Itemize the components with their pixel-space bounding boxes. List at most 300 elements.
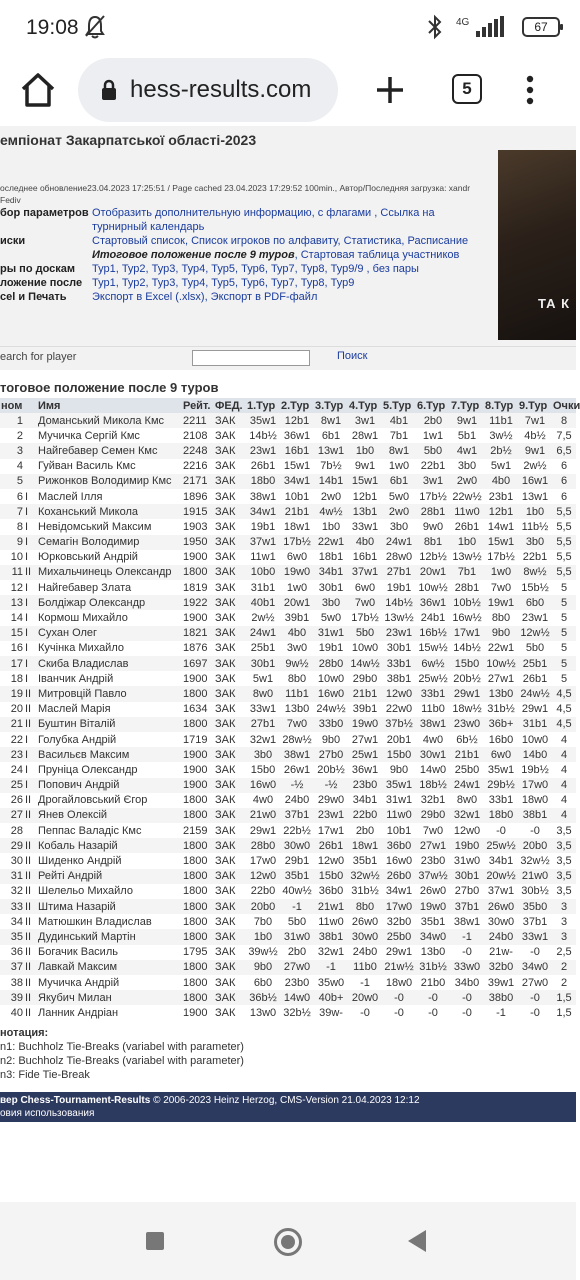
round-8-cell: -1 xyxy=(484,1005,518,1020)
rating-cell: 1900 xyxy=(182,778,214,793)
federation-cell: ЗАК xyxy=(214,929,246,944)
rating-cell: 1819 xyxy=(182,580,214,595)
rank-cell: 6 xyxy=(0,489,24,504)
round-7-cell: 13w½ xyxy=(450,550,484,565)
player-name[interactable]: Буштин Віталій xyxy=(37,717,182,732)
player-name[interactable]: Кобаль Назарій xyxy=(37,838,182,853)
round-7-cell: 18w½ xyxy=(450,702,484,717)
round-1-cell: 15b0 xyxy=(246,762,280,777)
round-8-cell: 34b1 xyxy=(484,853,518,868)
round-2-cell: 15w1 xyxy=(280,459,314,474)
round-3-cell: 14b1 xyxy=(314,474,348,489)
player-search xyxy=(0,346,576,370)
rank-cell: 30 xyxy=(0,853,24,868)
round-3-cell: 12w0 xyxy=(314,853,348,868)
player-name[interactable]: Дудинський Мартін xyxy=(37,929,182,944)
player-name[interactable]: Шелельо Михайло xyxy=(37,884,182,899)
rating-cell: 1900 xyxy=(182,610,214,625)
param-links[interactable]: Экспорт в Excel (.xlsx), Экспорт в PDF-файл xyxy=(92,291,318,303)
round-6-cell: 38w1 xyxy=(416,717,450,732)
player-name[interactable]: Янев Олексій xyxy=(37,808,182,823)
round-2-cell: 3w0 xyxy=(280,641,314,656)
round-8-cell: 14w1 xyxy=(484,519,518,534)
title-cell xyxy=(24,474,37,489)
round-6-cell: 3w1 xyxy=(416,474,450,489)
rating-cell: 1950 xyxy=(182,535,214,550)
round-6-cell: 18b½ xyxy=(416,778,450,793)
round-1-cell: 6b0 xyxy=(246,975,280,990)
points-cell: 3,5 xyxy=(552,884,576,899)
player-name[interactable]: Голубка Андрій xyxy=(37,732,182,747)
player-name[interactable]: Пруніца Олександр xyxy=(37,762,182,777)
round-2-cell: 16b1 xyxy=(280,443,314,458)
round-4-cell: -1 xyxy=(348,975,382,990)
title-cell: І xyxy=(24,747,37,762)
points-cell: 6,5 xyxy=(552,443,576,458)
player-name[interactable]: Семагін Володимир xyxy=(37,535,182,550)
round-9-cell: 34w0 xyxy=(518,960,552,975)
rank-cell: 33 xyxy=(0,899,24,914)
round-6-cell: 23b0 xyxy=(416,853,450,868)
rating-cell: 1800 xyxy=(182,565,214,580)
rank-cell: 18 xyxy=(0,671,24,686)
table-row xyxy=(0,762,576,777)
title-cell xyxy=(24,428,37,443)
round-1-cell: 28b0 xyxy=(246,838,280,853)
param-row xyxy=(0,262,494,276)
round-9-cell: 5b0 xyxy=(518,641,552,656)
param-links[interactable]: Тур1, Тур2, Тур3, Тур4, Тур5, Тур6, Тур7, Тур8, Тур9 xyxy=(92,277,355,289)
annotations xyxy=(0,1026,244,1082)
table-row xyxy=(0,686,576,701)
table-row xyxy=(0,702,576,717)
points-cell: 5,5 xyxy=(552,550,576,565)
federation-cell: ЗАК xyxy=(214,853,246,868)
back-button[interactable] xyxy=(408,1230,426,1252)
round-4-cell: 34b1 xyxy=(348,793,382,808)
round-5-cell: 36b0 xyxy=(382,838,416,853)
round-7-cell: 10b½ xyxy=(450,595,484,610)
web-page xyxy=(0,126,580,1202)
rating-cell: 1800 xyxy=(182,686,214,701)
column-header: ФЕД. xyxy=(214,398,246,413)
table-row xyxy=(0,565,576,580)
player-name[interactable]: Пеппас Валадіс Кмс xyxy=(37,823,182,838)
round-8-cell: 21w- xyxy=(484,945,518,960)
round-6-cell: 14w0 xyxy=(416,762,450,777)
points-cell: 3 xyxy=(552,914,576,929)
player-name[interactable]: Якубич Милан xyxy=(37,990,182,1005)
column-header xyxy=(24,398,37,413)
rating-cell: 1800 xyxy=(182,899,214,914)
round-2-cell: 2b0 xyxy=(280,945,314,960)
rank-cell: 10 xyxy=(0,550,24,565)
round-2-cell: 29b1 xyxy=(280,853,314,868)
column-header: 7.Тур xyxy=(450,398,484,413)
player-name[interactable]: Ланник Андріан xyxy=(37,1005,182,1020)
federation-cell: ЗАК xyxy=(214,945,246,960)
round-3-cell: 32w1 xyxy=(314,945,348,960)
player-name[interactable]: Іванчик Андрій xyxy=(37,671,182,686)
round-9-cell: 11b½ xyxy=(518,519,552,534)
round-6-cell: 16b½ xyxy=(416,626,450,641)
title-cell: ІІ xyxy=(24,899,37,914)
round-8-cell: 12b1 xyxy=(484,504,518,519)
param-row xyxy=(0,234,494,262)
round-6-cell: 34w0 xyxy=(416,929,450,944)
round-7-cell: 25b0 xyxy=(450,762,484,777)
table-row xyxy=(0,519,576,534)
round-2-cell: 13b0 xyxy=(280,702,314,717)
round-4-cell: 18w1 xyxy=(348,838,382,853)
param-link-text[interactable]: , Стартовая таблица участников xyxy=(294,249,460,261)
rank-cell: 25 xyxy=(0,778,24,793)
player-name[interactable]: Кучінка Михайло xyxy=(37,641,182,656)
rank-cell: 29 xyxy=(0,838,24,853)
round-7-cell: 38w1 xyxy=(450,914,484,929)
rank-cell: 26 xyxy=(0,793,24,808)
round-7-cell: 29w1 xyxy=(450,686,484,701)
title-cell xyxy=(24,459,37,474)
round-4-cell: 9w1 xyxy=(348,459,382,474)
url-text: hess-results.com xyxy=(130,76,312,103)
round-7-cell: 37b1 xyxy=(450,899,484,914)
round-9-cell: 33w1 xyxy=(518,929,552,944)
federation-cell: ЗАК xyxy=(214,732,246,747)
round-2-cell: 7w0 xyxy=(280,717,314,732)
federation-cell: ЗАК xyxy=(214,610,246,625)
round-3-cell: 29w0 xyxy=(314,793,348,808)
federation-cell: ЗАК xyxy=(214,459,246,474)
round-5-cell: 38b1 xyxy=(382,671,416,686)
table-row xyxy=(0,535,576,550)
round-8-cell: 11b1 xyxy=(484,413,518,428)
round-7-cell: 14b½ xyxy=(450,641,484,656)
rank-cell: 21 xyxy=(0,717,24,732)
round-2-cell: 40w½ xyxy=(280,884,314,899)
player-name[interactable]: Митровцій Павло xyxy=(37,686,182,701)
title-cell: ІІ xyxy=(24,565,37,580)
player-name[interactable]: Рейті Андрій xyxy=(37,869,182,884)
rating-cell: 2171 xyxy=(182,474,214,489)
federation-cell: ЗАК xyxy=(214,656,246,671)
player-name[interactable]: Попович Андрій xyxy=(37,778,182,793)
rating-cell: 1800 xyxy=(182,793,214,808)
round-5-cell: 13w½ xyxy=(382,610,416,625)
round-9-cell: 3b0 xyxy=(518,535,552,550)
round-2-cell: 27w0 xyxy=(280,960,314,975)
round-9-cell: 38b1 xyxy=(518,808,552,823)
title-cell: І xyxy=(24,535,37,550)
round-2-cell: 32b½ xyxy=(280,1005,314,1020)
round-5-cell: 30b1 xyxy=(382,641,416,656)
round-4-cell: 5b0 xyxy=(348,626,382,641)
rank-cell: 4 xyxy=(0,459,24,474)
signal-icon xyxy=(454,15,512,39)
federation-cell: ЗАК xyxy=(214,747,246,762)
round-2-cell: 28w½ xyxy=(280,732,314,747)
federation-cell: ЗАК xyxy=(214,778,246,793)
status-time: 19:08 xyxy=(26,16,79,39)
title-cell: І xyxy=(24,550,37,565)
player-name[interactable]: Лавкай Максим xyxy=(37,960,182,975)
search-label: earch for player xyxy=(0,351,77,363)
federation-cell: ЗАК xyxy=(214,884,246,899)
federation-cell: ЗАК xyxy=(214,914,246,929)
round-3-cell: 6b1 xyxy=(314,428,348,443)
round-1-cell: 23w1 xyxy=(246,443,280,458)
player-name[interactable]: Найгебавер Злата xyxy=(37,580,182,595)
player-name[interactable]: Невідомський Максим xyxy=(37,519,182,534)
player-name[interactable]: Маслей Марія xyxy=(37,702,182,717)
player-name[interactable]: Васильєв Максим xyxy=(37,747,182,762)
round-5-cell: 2w0 xyxy=(382,504,416,519)
round-6-cell: 8b1 xyxy=(416,535,450,550)
rank-cell: 37 xyxy=(0,960,24,975)
title-cell: І xyxy=(24,595,37,610)
round-7-cell: 31w0 xyxy=(450,853,484,868)
rating-cell: 2211 xyxy=(182,413,214,428)
round-5-cell: 17w0 xyxy=(382,899,416,914)
player-name[interactable]: Юрковський Андрій xyxy=(37,550,182,565)
table-row xyxy=(0,550,576,565)
search-input[interactable] xyxy=(192,350,310,366)
points-cell: 5 xyxy=(552,595,576,610)
round-4-cell: 24b0 xyxy=(348,945,382,960)
rank-cell: 11 xyxy=(0,565,24,580)
player-name[interactable]: Штима Назарій xyxy=(37,899,182,914)
round-5-cell: 6b1 xyxy=(382,474,416,489)
rank-cell: 31 xyxy=(0,869,24,884)
round-8-cell: 8b0 xyxy=(484,610,518,625)
player-name[interactable]: Мучичка Сергій Кмс xyxy=(37,428,182,443)
round-6-cell: 2b0 xyxy=(416,413,450,428)
player-name[interactable]: Рижонков Володимир Кмс xyxy=(37,474,182,489)
round-5-cell: 21w½ xyxy=(382,960,416,975)
points-cell: 5 xyxy=(552,610,576,625)
round-6-cell: 10w½ xyxy=(416,580,450,595)
table-row xyxy=(0,428,576,443)
footer-brand[interactable]: вер Chess-Tournament-Results xyxy=(0,1095,151,1106)
column-header: 4.Тур xyxy=(348,398,382,413)
round-2-cell: -½ xyxy=(280,778,314,793)
points-cell: 6 xyxy=(552,489,576,504)
table-row xyxy=(0,929,576,944)
table-row xyxy=(0,459,576,474)
round-9-cell: 12w½ xyxy=(518,626,552,641)
round-2-cell: 31w0 xyxy=(280,929,314,944)
table-row xyxy=(0,960,576,975)
round-8-cell: 23b1 xyxy=(484,489,518,504)
round-6-cell: 17b½ xyxy=(416,489,450,504)
round-2-cell: 21b1 xyxy=(280,504,314,519)
round-2-cell: 35b1 xyxy=(280,869,314,884)
table-row xyxy=(0,869,576,884)
search-button[interactable]: Поиск xyxy=(337,350,368,362)
rating-cell: 2108 xyxy=(182,428,214,443)
points-cell: 8 xyxy=(552,413,576,428)
player-name[interactable]: Коханський Микола xyxy=(37,504,182,519)
rating-cell: 1900 xyxy=(182,1005,214,1020)
table-row xyxy=(0,747,576,762)
federation-cell: ЗАК xyxy=(214,960,246,975)
rank-cell: 19 xyxy=(0,686,24,701)
player-name[interactable]: Кормош Михайло xyxy=(37,610,182,625)
advertisement-banner[interactable] xyxy=(498,150,576,340)
round-7-cell: 32w1 xyxy=(450,808,484,823)
round-7-cell: 11w0 xyxy=(450,504,484,519)
round-7-cell: 4w1 xyxy=(450,443,484,458)
round-1-cell: 11w1 xyxy=(246,550,280,565)
round-1-cell: 17w0 xyxy=(246,853,280,868)
annotation-line: n1: Buchholz Tie-Breaks (variabel with parameter) xyxy=(0,1041,244,1053)
federation-cell: ЗАК xyxy=(214,474,246,489)
table-row xyxy=(0,808,576,823)
round-1-cell: 38w1 xyxy=(246,489,280,504)
round-2-cell: 9w½ xyxy=(280,656,314,671)
round-3-cell: -1 xyxy=(314,960,348,975)
round-5-cell: 20b1 xyxy=(382,732,416,747)
title-cell: І xyxy=(24,762,37,777)
column-header: 6.Тур xyxy=(416,398,450,413)
round-2-cell: 36w1 xyxy=(280,428,314,443)
round-7-cell: 17w1 xyxy=(450,626,484,641)
home-icon[interactable] xyxy=(18,70,58,110)
player-name[interactable]: Богачик Василь xyxy=(37,945,182,960)
player-name[interactable]: Сухан Олег xyxy=(37,626,182,641)
round-9-cell: 37b1 xyxy=(518,914,552,929)
rating-cell: 1634 xyxy=(182,702,214,717)
round-1-cell: 19b1 xyxy=(246,519,280,534)
round-6-cell: 12b½ xyxy=(416,550,450,565)
round-5-cell: 37b½ xyxy=(382,717,416,732)
recent-apps-button[interactable] xyxy=(146,1232,164,1250)
rating-cell: 1800 xyxy=(182,914,214,929)
federation-cell: ЗАК xyxy=(214,489,246,504)
param-links[interactable]: Тур1, Тур2, Тур3, Тур4, Тур5, Тур6, Тур7, Тур8, Тур9/9 , без пары xyxy=(92,263,419,275)
table-row xyxy=(0,626,576,641)
new-tab-icon[interactable] xyxy=(372,72,408,108)
points-cell: 5 xyxy=(552,580,576,595)
round-9-cell: 9w1 xyxy=(518,443,552,458)
round-9-cell: 30b½ xyxy=(518,884,552,899)
player-name[interactable]: Болдіжар Олександр xyxy=(37,595,182,610)
player-name[interactable]: Гуйван Василь Кмс xyxy=(37,459,182,474)
round-4-cell: 16b1 xyxy=(348,550,382,565)
player-name[interactable]: Дрогайловський Єгор xyxy=(37,793,182,808)
round-6-cell: 22b1 xyxy=(416,459,450,474)
round-8-cell: 25w½ xyxy=(484,838,518,853)
player-name[interactable]: Михальчинець Олександр xyxy=(37,565,182,580)
round-2-cell: 8b0 xyxy=(280,671,314,686)
player-name[interactable]: Найгебавер Семен Кмс xyxy=(37,443,182,458)
column-header: Рейт. xyxy=(182,398,214,413)
param-links[interactable] xyxy=(92,234,492,262)
title-cell: ІІ xyxy=(24,975,37,990)
more-menu-icon[interactable] xyxy=(518,72,542,108)
player-name[interactable]: Шиденко Андрій xyxy=(37,853,182,868)
round-5-cell: 9b0 xyxy=(382,762,416,777)
round-8-cell: 31b½ xyxy=(484,702,518,717)
round-2-cell: 11b1 xyxy=(280,686,314,701)
round-1-cell: 16w0 xyxy=(246,778,280,793)
round-9-cell: 23w1 xyxy=(518,610,552,625)
round-1-cell: 31b1 xyxy=(246,580,280,595)
round-1-cell: 36b½ xyxy=(246,990,280,1005)
round-4-cell: 20w0 xyxy=(348,990,382,1005)
title-cell: І xyxy=(24,610,37,625)
round-1-cell: 35w1 xyxy=(246,413,280,428)
round-3-cell: 2w0 xyxy=(314,489,348,504)
round-3-cell: 20b½ xyxy=(314,762,348,777)
round-7-cell: 6b½ xyxy=(450,732,484,747)
tournament-title: емпіонат Закарпатської області-2023 xyxy=(0,132,257,148)
title-cell: І xyxy=(24,778,37,793)
title-cell: ІІ xyxy=(24,793,37,808)
round-7-cell: -0 xyxy=(450,945,484,960)
standings-title: тоговое положение после 9 туров xyxy=(0,380,219,395)
rating-cell: 1800 xyxy=(182,960,214,975)
round-2-cell: 5b0 xyxy=(280,914,314,929)
round-8-cell: 27w1 xyxy=(484,671,518,686)
title-cell: ІІ xyxy=(24,884,37,899)
player-name[interactable]: Мучичка Андрій xyxy=(37,975,182,990)
player-name[interactable]: Скиба Владислав xyxy=(37,656,182,671)
param-link-text[interactable]: Стартовый список, Список игроков по алфавиту, Статистика, Расписание xyxy=(92,235,469,247)
round-6-cell: 29b0 xyxy=(416,808,450,823)
federation-cell: ЗАК xyxy=(214,550,246,565)
round-3-cell: 30b1 xyxy=(314,580,348,595)
round-1-cell: 1b0 xyxy=(246,929,280,944)
player-name[interactable]: Матюшкин Владислав xyxy=(37,914,182,929)
tab-switcher-button[interactable]: 5 xyxy=(452,74,482,104)
round-2-cell: 22b½ xyxy=(280,823,314,838)
round-5-cell: 35w1 xyxy=(382,778,416,793)
round-4-cell: 14w½ xyxy=(348,656,382,671)
current-view-note: Итоговое положение после 9 туров xyxy=(92,249,295,261)
round-4-cell: 8b0 xyxy=(348,899,382,914)
address-bar[interactable] xyxy=(78,58,338,122)
rank-cell: 3 xyxy=(0,443,24,458)
round-4-cell: 15w1 xyxy=(348,474,382,489)
round-2-cell: 23b0 xyxy=(280,975,314,990)
round-7-cell: 21b1 xyxy=(450,747,484,762)
round-7-cell: 34b0 xyxy=(450,975,484,990)
round-1-cell: 25b1 xyxy=(246,641,280,656)
player-name[interactable]: Доманський Микола Кмс xyxy=(37,413,182,428)
round-1-cell: 30b1 xyxy=(246,656,280,671)
round-5-cell: 24w1 xyxy=(382,535,416,550)
column-header: 1.Тур xyxy=(246,398,280,413)
round-7-cell: 16w½ xyxy=(450,610,484,625)
param-label: ложение после xyxy=(0,277,83,289)
round-3-cell: 7b½ xyxy=(314,459,348,474)
points-cell: 4,5 xyxy=(552,686,576,701)
terms-link[interactable]: овия использования xyxy=(0,1108,95,1119)
round-1-cell: 4w0 xyxy=(246,793,280,808)
round-9-cell: 31b1 xyxy=(518,717,552,732)
round-5-cell: 28w0 xyxy=(382,550,416,565)
round-1-cell: 32w1 xyxy=(246,732,280,747)
round-2-cell: 26w1 xyxy=(280,762,314,777)
table-row xyxy=(0,732,576,747)
param-links[interactable]: Отобразить дополнительную информацию, с флагами , Ссылка на турнирный календарь xyxy=(92,207,435,233)
home-button[interactable] xyxy=(274,1228,302,1256)
round-7-cell: 5b1 xyxy=(450,428,484,443)
rating-cell: 1800 xyxy=(182,869,214,884)
rank-cell: 20 xyxy=(0,702,24,717)
player-name[interactable]: Маслей Ілля xyxy=(37,489,182,504)
